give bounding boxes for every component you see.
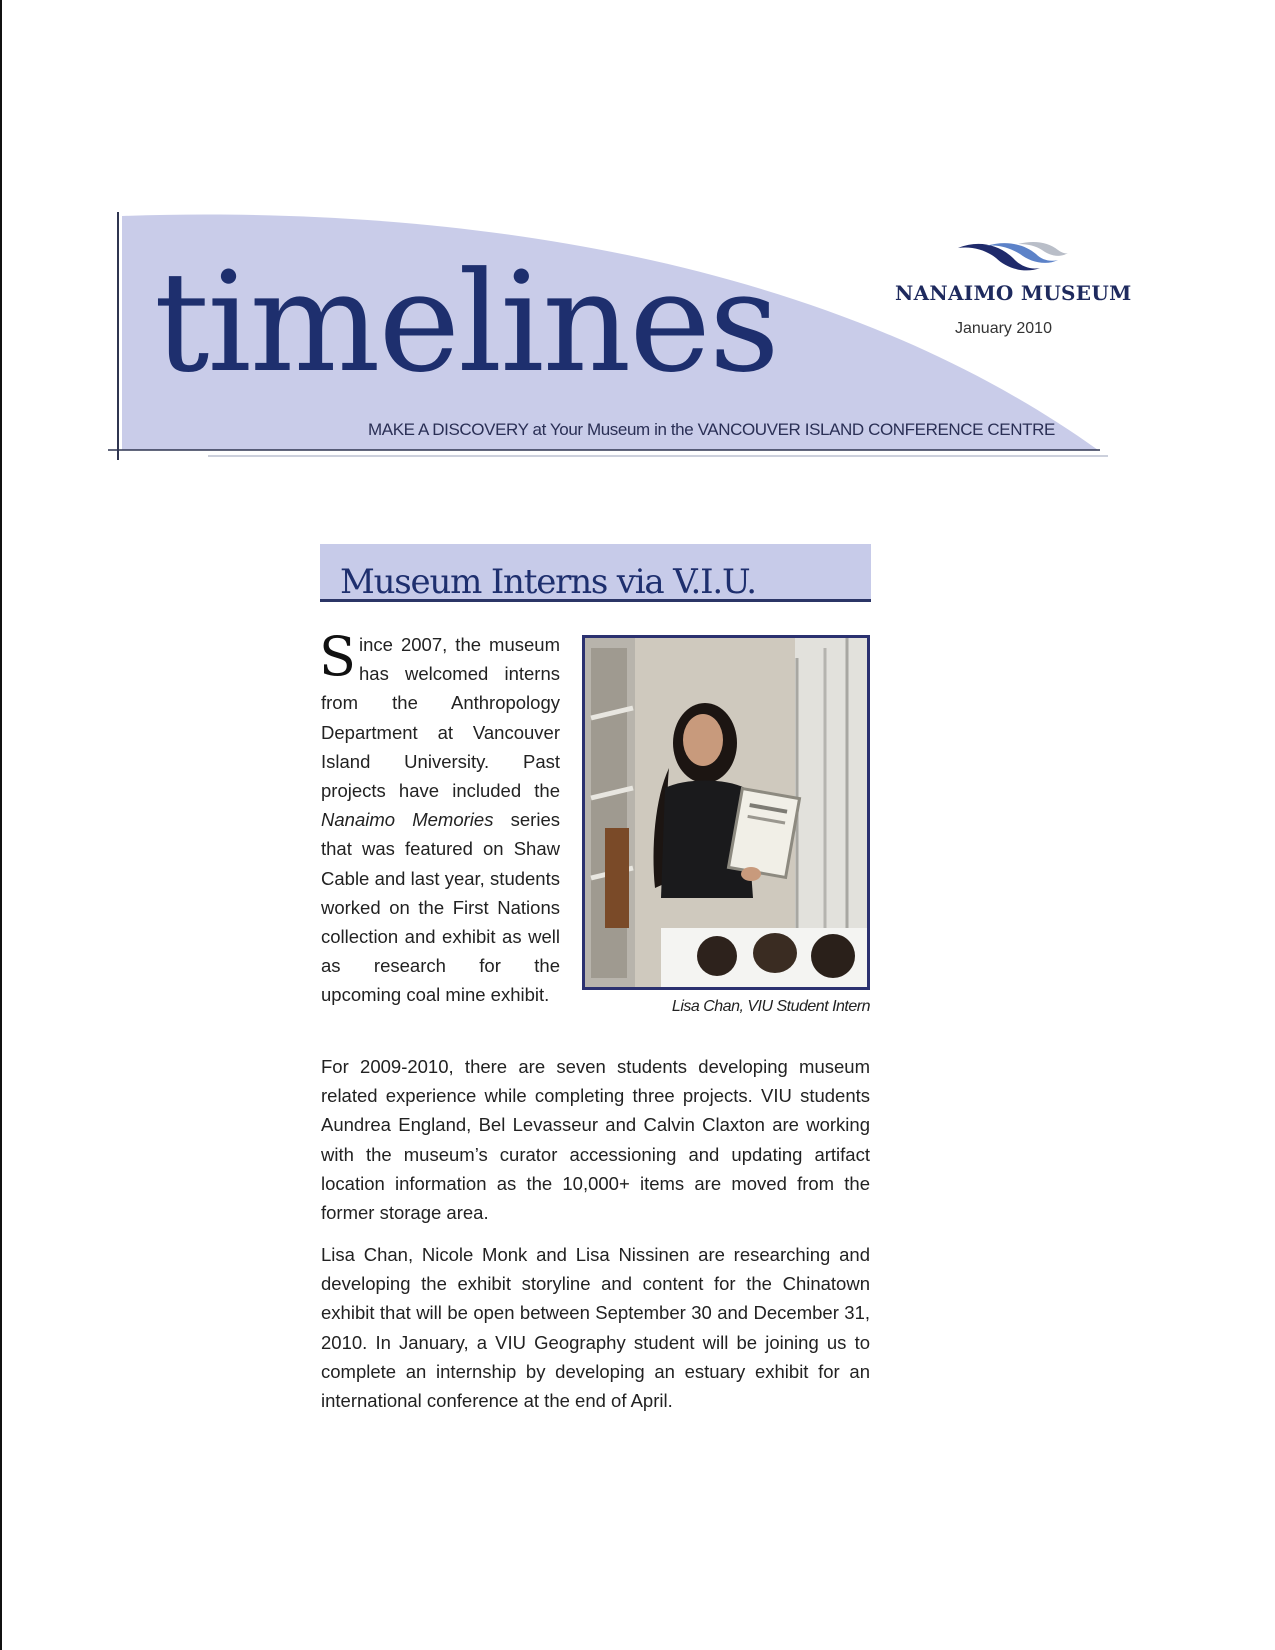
- article-paragraph-1: For 2009-2010, there are seven students developing museum related experience while completing three projects. VIU students Aundrea England, Bel Levasseur and Calvin Claxton are working with the museum’s curator accessioning and updating artifact location information as the 10,000+ items are moved from the former storage area.: [321, 1056, 870, 1224]
- drop-cap: S: [319, 625, 356, 688]
- article-paragraph-2: Lisa Chan, Nicole Monk and Lisa Nissinen are researching and developing the exhibit storyline and content for the Chinatown exhibit that will be open between September 30 and December 31, 2010. In January, a VIU Geography student will be joining us to complete an internship by developing an estuary exhibit for an international conference at the end of April.: [321, 1244, 870, 1412]
- intro-text-1: ince 2007, the museum has welcomed interns from the Anthropology Department at Vancouver Island University. Past projects have included the: [321, 634, 560, 802]
- article-title: Museum Interns via V.I.U.: [340, 562, 756, 602]
- newsletter-tagline: MAKE A DISCOVERY at Your Museum in the VANCOUVER ISLAND CONFERENCE CENTRE: [368, 420, 1055, 439]
- intern-photo-illustration: [585, 638, 867, 987]
- intern-photo: [582, 635, 870, 990]
- article-title-bar: [320, 544, 871, 602]
- article-intro: [319, 625, 560, 1010]
- newsletter-title: timelines: [154, 242, 778, 403]
- page-left-border: [0, 0, 2, 1650]
- intro-italic-series: Nanaimo Memories: [321, 809, 494, 831]
- photo-caption: Lisa Chan, VIU Student Intern: [671, 998, 870, 1015]
- museum-name: NANAIMO MUSEUM: [895, 281, 1132, 305]
- museum-wave-logo-icon: [958, 240, 1068, 274]
- intro-text-2: series that was featured on Shaw Cable and last year, students worked on the First Nations collection and exhibit as well as research for the upcoming coal mine exhibit.: [321, 809, 560, 1006]
- issue-date: January 2010: [955, 320, 1052, 337]
